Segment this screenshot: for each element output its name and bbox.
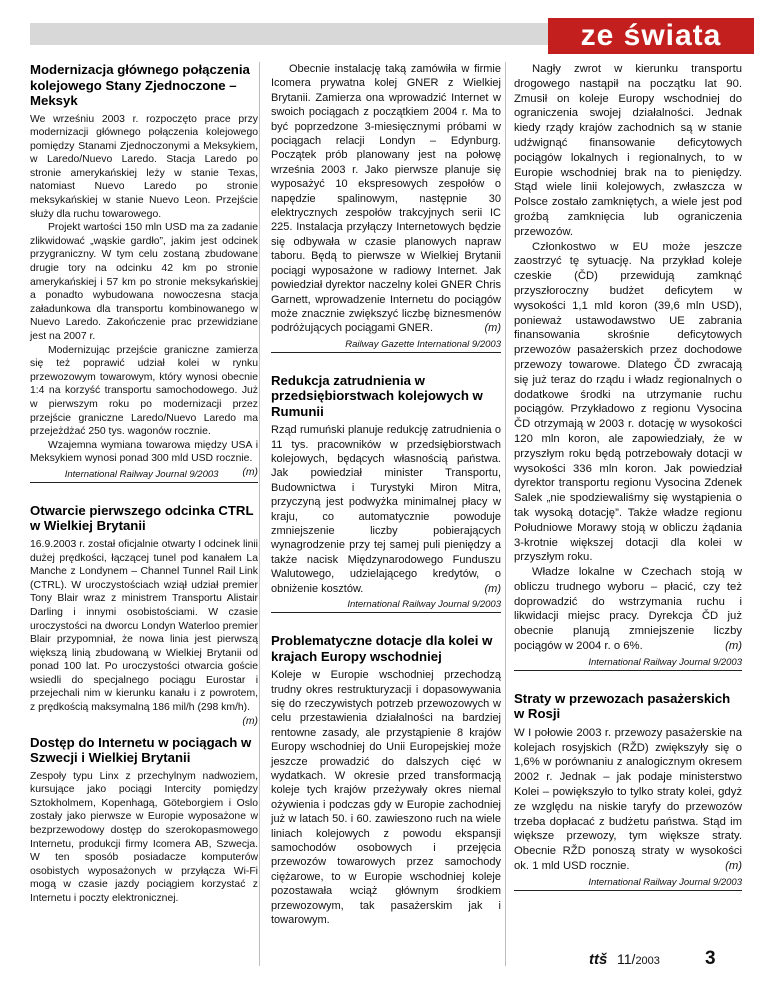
article-paragraph: Władze lokalne w Czechach stoją w obliczu trudnego wyboru – płacić, czy też doprowadzić do wstrzymania ruchu i likwidacji miejsc pracy. Dyrekcja ČD już obecnie planują zmniejszenie liczby pociągów w 2004 r. o 6%. (m) [514, 566, 742, 653]
article-usa-mexico [30, 62, 258, 483]
article-paragraph: We wrześniu 2003 r. rozpoczęto prace przy modernizacji głównego połączenia kolejowego pomiędzy Stanami Zjednoczonymi a Meksykiem, w Laredo/Nuevo Laredo. Stacja Laredo po stronie amerykańskiej leży w stanie Texas, natomiast Nuevo Laredo po stronie meksykańskiej w stanie Nuevo Leon. Przejście służy dla ruchu towarowego. [30, 113, 258, 220]
author-signature: (m) [484, 582, 501, 595]
article-title: Modernizacja głównego połączenia kolejowego Stany Zjednoczone – Meksyk [30, 62, 250, 108]
article-ctrl [30, 502, 258, 727]
article-title: Otwarcie pierwszego odcinka CTRL w Wielkiej Brytanii [30, 502, 254, 534]
column-divider [505, 62, 506, 966]
article-source: International Railway Journal 9/2003 [271, 599, 501, 613]
article-title: Straty w przewozach pasażerskich w Rosji [514, 690, 731, 722]
article-paragraph: Obecnie instalację taką zamówiła w firmie Icomera prywatna kolej GNER z Wielkiej Brytanii. Zamierza ona wprowadzić Internet w swoich pociągach z początkiem 2004 r. Ma to być poprzedzone 3-miesięcznymi próbami w pociągach relacji Londyn – Edynburg. Początek prób planowany jest na połowę września 2003 r. Jako pierwsze planuje się wyposażyć 10 ekspresowych zespołów o napędzie spalinowym, następnie 30 elektrycznych zespołów trakcyjnych serii IC 225. Instalacja przyłączy Internetowych będzie się odbywała w czasie planowych napraw taboru. Będą to pierwsze w Wielkiej Brytanii pociągi wyposażone w radiowy Internet. Jak powiedział dyrektor naczelny kolei GNER Chris Garnett, wprowadzenie Internetu do pociągów może znacznie zwiększyć liczbę biznesmenów podróżujących pociągami GNER. (m) [271, 63, 501, 335]
author-signature: (m) [725, 860, 742, 873]
column-middle [271, 62, 501, 927]
column-divider [259, 62, 260, 966]
author-signature: (m) [484, 322, 501, 335]
article-romania [271, 373, 501, 613]
article-title: Redukcja zatrudnienia w przedsiębiorstwach kolejowych w Rumunii [271, 372, 483, 419]
article-paragraph: 16.9.2003 r. został oficjalnie otwarty I odcinek linii dużej prędkości, łączącej tunel pod kanałem La Manche z Londynem – Channel Tunnel Rail Link (CTRL). W uroczystościach wziął udział premier Tony Blair wraz z ministrem Transportu Alistair Darling i innymi osobistościami. W czasie uroczystości na dworcu Londyn Waterloo premier Blair przypomniał, że nowa linia jest pierwszą większą linią zbudowaną w Wielkiej Brytanii od ponad 100 lat. Po uroczystości otwarcia goście wsiedli do specjalnego pociągu Eurostar i przejechali nim w kierunku kanału i z powrotem, z prędkością maksymalną 186 mil/h (298 km/h). (m) [30, 538, 258, 727]
author-signature: (m) [725, 640, 742, 653]
issue-number: 11/2003 [617, 951, 660, 967]
article-source: International Railway Journal 9/2003 [514, 657, 742, 671]
column-left [30, 62, 258, 906]
article-paragraph: Wzajemna wymiana towarowa między USA i Meksykiem wynosi ponad 300 mld USD rocznie. (m) [30, 439, 258, 478]
article-russia [514, 691, 742, 891]
page-footer [589, 949, 739, 973]
section-title: ze świata [548, 18, 754, 54]
article-east-europe [271, 633, 501, 927]
article-paragraph: Koleje w Europie wschodniej przechodzą trudny okres restrukturyzacji i dopasowywania się do rzeczywistych potrzeb przewozowych w celu przestawienia działalności na bardziej rentowne zasady, ale przystąpienie 8 krajów Europy wschodniej do Unii Europejskiej może jeszcze prowadzić do dalszych cięć w wydatkach. W okresie przed transformacją koleje tych krajów przeżywały okres niemal ożywienia i podczas gdy w Europie zachodniej już w latach 50. i 60. zawieszono ruch na wiele liniach kolejowych z powodu ekspansji samochodów osobowych i przejęcia przewozów towarowych przez samochody ciężarowe, to w Europie wschodniej koleje pozostawała wciąż głównym środkiem przewozowym, tak pasażerskim jak i towarowym. [271, 669, 501, 926]
article-source: International Railway Journal 9/2003 [514, 877, 742, 891]
article-paragraph: Zespoły typu Linx z przechylnym nadwoziem, kursujące jako pociągi Intercity pomiędzy Sztokholmem, Kopenhagą, Göteborgiem i Oslo zostały jako pierwsze w Europie wyposażone w bezprzewodowy dostęp do szerokopasmowego Internetu, produkcji firmy Icomera AB, Szwecja. W ten sposób posiadacze komputerów osobistych wyposażonych w przyłącza Wi-Fi mogą w czasie jazdy pociągiem korzystać z Internetu i poczty elektronicznej. [30, 770, 258, 904]
magazine-logo: ttš [589, 951, 608, 968]
column-right [514, 62, 742, 891]
author-signature: (m) [242, 466, 258, 478]
article-title: Problematyczne dotacje dla kolei w krajach Europy wschodniej [271, 633, 493, 664]
author-signature: (m) [242, 715, 258, 727]
article-internet [30, 735, 258, 906]
article-title: Dostęp do Internetu w pociągach w Szwecji i Wielkiej Brytanii [30, 734, 252, 766]
article-paragraph: Nagły zwrot w kierunku transportu drogowego nastąpił na początku lat 90. Zmusił on koleje Europy wschodniej do ograniczenia swojej działalności. Jednak kiedy rządy krajów zachodnich są w stanie udźwignąć finansowanie deficytowych pociągów lokalnych i regionalnych, to w Europie wschodniej brak na to pieniędzy. Stąd wiele linii kolejowych, zwłaszcza w Polsce zostało zamkniętych, a wiele jest pod groźbą zamknięcia lub ograniczenia przewozów. [514, 63, 742, 238]
article-paragraph: Rząd rumuński planuje redukcję zatrudnienia o 11 tys. pracowników w przedsiębiorstwach kolejowych, będących własnością państwa. Jak powiedział minister Transportu, Budownictwa i Turystyki Miron Mitra, przyczyną jest podwyżka minimalnej płacy w kraju, co automatycznie powoduje zmniejszenie liczby pobierających wynagrodzenie przy tej samej puli pieniędzy a także nacisk Międzynarodowego Funduszu Walutowego, udzielającego kredytów, o obniżenie kosztów. (m) [271, 424, 501, 595]
article-paragraph: Projekt wartości 150 mln USD ma za zadanie zlikwidować „wąskie gardło”, jakim jest odcinek przygraniczny. W tym celu zostaną zbudowane drugie tory na odcinku 42 km po stronie amerykańskiej i 57 km po stronie meksykańskiej a ponadto wybudowana nowoczesna stacja załadunkowa dla transportu kombinowanego w Nuevo Laredo. Zakończenie prac przewidziane jest na 2007 r. [30, 222, 258, 342]
article-paragraph: Modernizując przejście graniczne zamierza się też poprawić udział kolei w rynku przewozowym towarowym, który wynosi obecnie 1:4 na korzyść transportu samochodowego. Już w pierwszym roku po modernizacji przez przejście graniczne Laredo/Nuevo Laredo ma przejeżdżać 250 tys. wagonów rocznie. [30, 344, 258, 438]
article-source: International Railway Journal 9/2003 [30, 469, 258, 483]
article-source: Railway Gazette International 9/2003 [271, 339, 501, 353]
page-number: 3 [705, 948, 716, 969]
article-paragraph: W I połowie 2003 r. przewozy pasażerskie na kolejach rosyjskich (RŽD) zwiększyły się o 1,6% w porównaniu z analogicznym okresem 2002 r. Jednak – jak podaje ministerstwo Kolei – powiększyło to tylko straty kolei, gdyż ze względu na niskie taryfy do przewozów trzeba dopłacać z budżetu państwa. Stąd im większe przewozy, tym większe straty. Obecnie RŽD ponoszą straty w wysokości ok. 1 mld USD rocznie. (m) [514, 726, 742, 873]
article-paragraph: Członkostwo w EU może jeszcze zaostrzyć tę sytuację. Na przykład koleje czeskie (ČD) przewidują zamknąć przyszłoroczny budżet deficytem w wysokości 1,1 mld koron (39,6 mln USD), ponieważ ustawodawstwo UE zabrania finansowania skrośnie deficytowych przewozów pasażerskich przez dochodowe przewozy towarowe. Dlatego ČD zwracają się już teraz do rządu i władz regionalnych o dodatkowe środki na utrzymanie ruchu pociągów. Przykładowo z regionu Vysocina ČD otrzymają w 2003 r. dotację w wysokości 120 mln koron, ale zapowiedziały, że w przyszłym roku będą potrzebowały dotacji w wysokości 336 mln koron. Jak powiedział dyrektor transportu regionu Vysocina Zdenek Salek „nie spodziewaliśmy się wystąpienia o tak wysoką dotację”. Także władze regionu Południowe Morawy stoją w obliczu żądania 3-krotnie większej dotacji dla kolei w przyszłym roku. [514, 240, 742, 564]
